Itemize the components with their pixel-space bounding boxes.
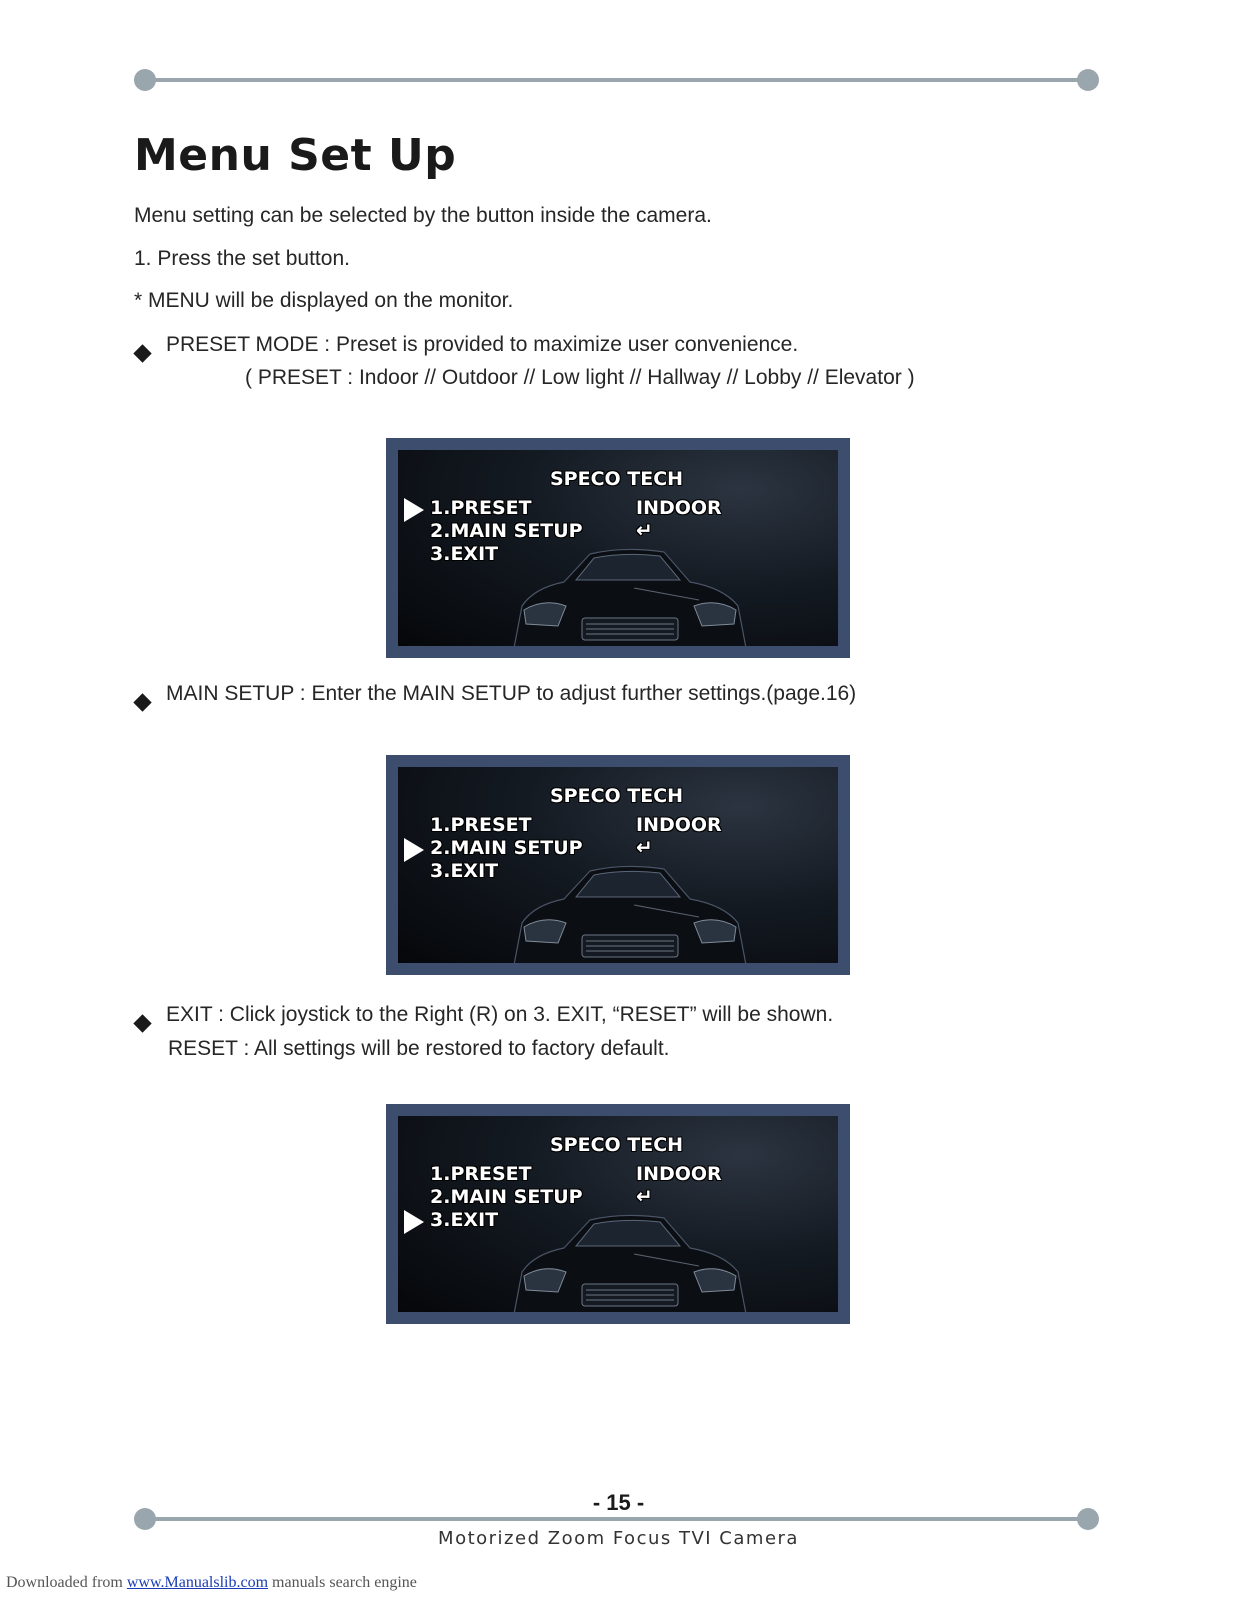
diamond-bullet-icon (133, 1014, 151, 1032)
note-text: * MENU will be displayed on the monitor. (134, 289, 514, 312)
car-image (494, 865, 754, 963)
osd-screen-exit (386, 1104, 850, 1324)
osd-preset-value: INDOOR (636, 1163, 722, 1185)
cursor-arrow-icon (404, 498, 424, 522)
top-rule (134, 69, 1099, 91)
footer-title: Motorized Zoom Focus TVI Camera (438, 1528, 799, 1549)
download-prefix: Downloaded from (6, 1574, 127, 1591)
osd-preset-value: INDOOR (636, 814, 722, 836)
exit-text: EXIT : Click joystick to the Right (R) on 3. EXIT, “RESET” will be shown. (166, 1003, 834, 1026)
car-image (494, 1214, 754, 1312)
enter-icon: ↵ (636, 1184, 653, 1208)
bottom-rule (134, 1508, 1099, 1530)
osd-screen-main-setup (386, 755, 850, 975)
diamond-bullet-icon (133, 344, 151, 362)
osd-item-main-setup: 2.MAIN SETUP (430, 520, 583, 542)
download-credit (6, 1574, 417, 1592)
car-image (494, 548, 754, 646)
preset-options-text: ( PRESET : Indoor // Outdoor // Low light // Hallway // Lobby // Elevator ) (245, 366, 915, 389)
osd-header: SPECO TECH (550, 1134, 684, 1156)
enter-icon: ↵ (636, 835, 653, 859)
osd-header: SPECO TECH (550, 785, 684, 807)
osd-item-main-setup: 2.MAIN SETUP (430, 1186, 583, 1208)
osd-item-exit: 3.EXIT (430, 860, 499, 882)
cursor-arrow-icon (404, 838, 424, 862)
cursor-arrow-icon (404, 1210, 424, 1234)
page-title: Menu Set Up (134, 130, 457, 181)
preset-mode-text: PRESET MODE : Preset is provided to maximize user convenience. (166, 333, 799, 356)
step-1-text: 1. Press the set button. (134, 247, 350, 270)
osd-header: SPECO TECH (550, 468, 684, 490)
osd-item-preset: 1.PRESET (430, 814, 532, 836)
osd-item-preset: 1.PRESET (430, 497, 532, 519)
osd-item-main-setup: 2.MAIN SETUP (430, 837, 583, 859)
diamond-bullet-icon (133, 693, 151, 711)
intro-text: Menu setting can be selected by the button inside the camera. (134, 204, 712, 227)
osd-item-preset: 1.PRESET (430, 1163, 532, 1185)
osd-item-exit: 3.EXIT (430, 1209, 499, 1231)
download-suffix: manuals search engine (268, 1574, 417, 1591)
osd-preset-value: INDOOR (636, 497, 722, 519)
osd-item-exit: 3.EXIT (430, 543, 499, 565)
manualslib-link[interactable]: www.Manualslib.com (126, 1574, 269, 1591)
enter-icon: ↵ (636, 518, 653, 542)
reset-text: RESET : All settings will be restored to factory default. (168, 1037, 670, 1060)
main-setup-text: MAIN SETUP : Enter the MAIN SETUP to adjust further settings.(page.16) (166, 682, 857, 705)
osd-screen-preset (386, 438, 850, 658)
page-number: - 15 - (592, 1490, 645, 1515)
